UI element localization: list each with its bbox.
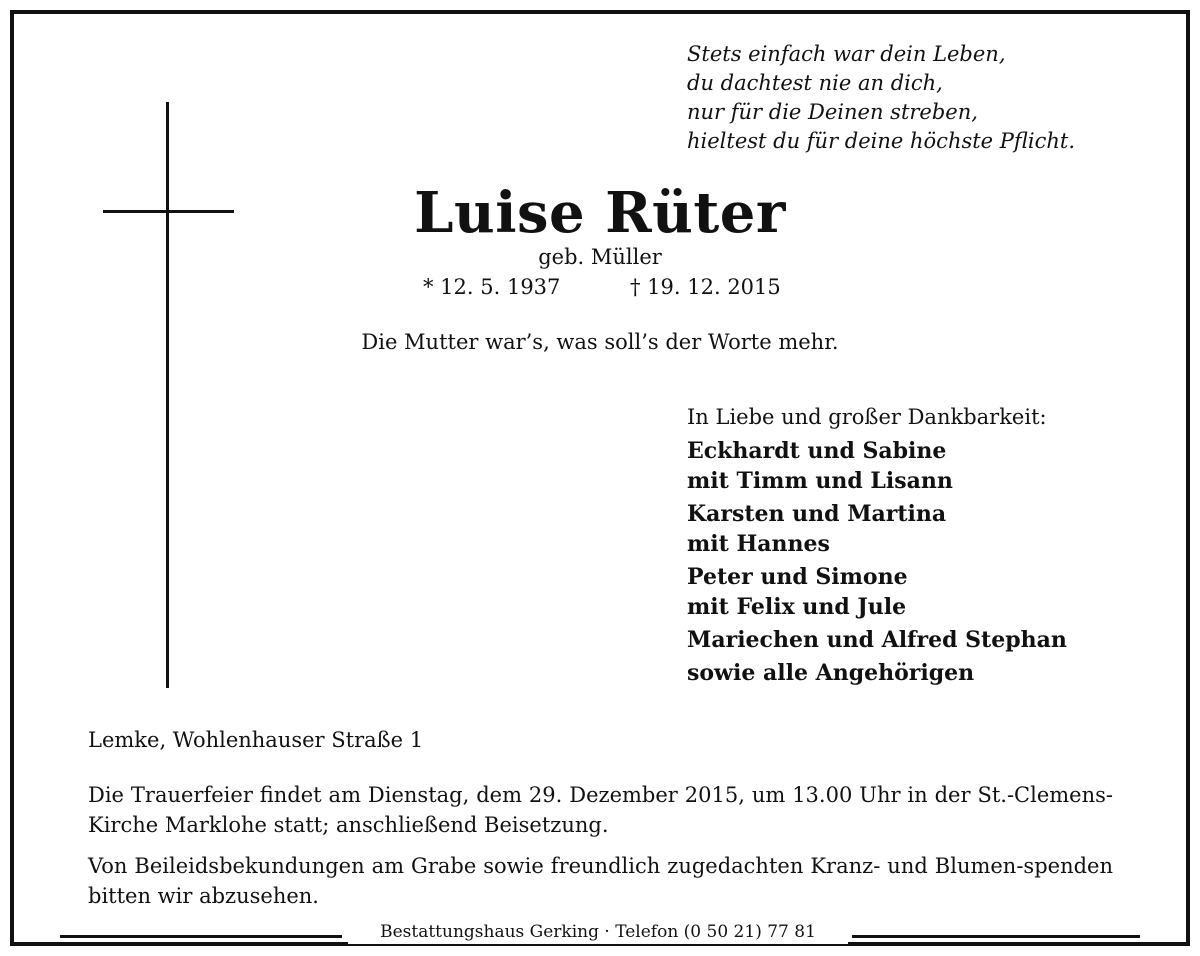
mourner-line: mit Hannes	[687, 531, 830, 557]
birth-date: * 12. 5. 1937	[423, 275, 561, 299]
mourner-group	[687, 499, 1067, 559]
death-date: † 19. 12. 2015	[630, 275, 781, 299]
poem-line: Stets einfach war dein Leben,	[687, 42, 1006, 66]
mourner-group	[687, 436, 1067, 496]
poem-line: du dachtest nie an dich,	[687, 71, 943, 95]
deceased-name: Luise Rüter	[414, 180, 786, 246]
mourner-group	[687, 658, 1067, 688]
mourner-line: Eckhardt und Sabine	[687, 438, 947, 464]
funeral-home-footer: Bestattungshaus Gerking · Telefon (0 50 21) 77 81	[348, 920, 848, 944]
mourner-line: sowie alle Angehörigen	[687, 660, 975, 686]
mourner-line: Karsten und Martina	[687, 501, 947, 527]
mourners-intro: In Liebe und großer Dankbarkeit:	[687, 405, 1047, 429]
funeral-info: Die Trauerfeier findet am Dienstag, dem 29. Dezember 2015, um 13.00 Uhr in der St.-Clemens-Kirche Marklohe statt; anschließend Beisetzung.	[88, 783, 1113, 837]
mourner-line: Peter und Simone	[687, 564, 908, 590]
footer-rule-right	[852, 935, 1140, 938]
address: Lemke, Wohlenhauser Straße 1	[88, 728, 424, 752]
mourners-list	[687, 401, 1067, 688]
mourner-group	[687, 562, 1067, 622]
mourner-line: Mariechen und Alfred Stephan	[687, 627, 1067, 653]
mourner-line: mit Timm und Lisann	[687, 468, 953, 494]
mourner-line: mit Felix und Jule	[687, 594, 907, 620]
mourner-group	[687, 625, 1067, 655]
condolence-info: Von Beileidsbekundungen am Grabe sowie freundlich zugedachten Kranz- und Blumen-spenden bitten wir abzusehen.	[88, 854, 1113, 908]
poem	[687, 40, 1075, 156]
footer-rule-left	[60, 935, 342, 938]
memorial-quote: Die Mutter war’s, was soll’s der Worte mehr.	[361, 330, 839, 354]
poem-line: nur für die Deinen streben,	[687, 100, 978, 124]
poem-line: hieltest du für deine höchste Pflicht.	[687, 129, 1076, 153]
born-name: geb. Müller	[538, 245, 662, 269]
